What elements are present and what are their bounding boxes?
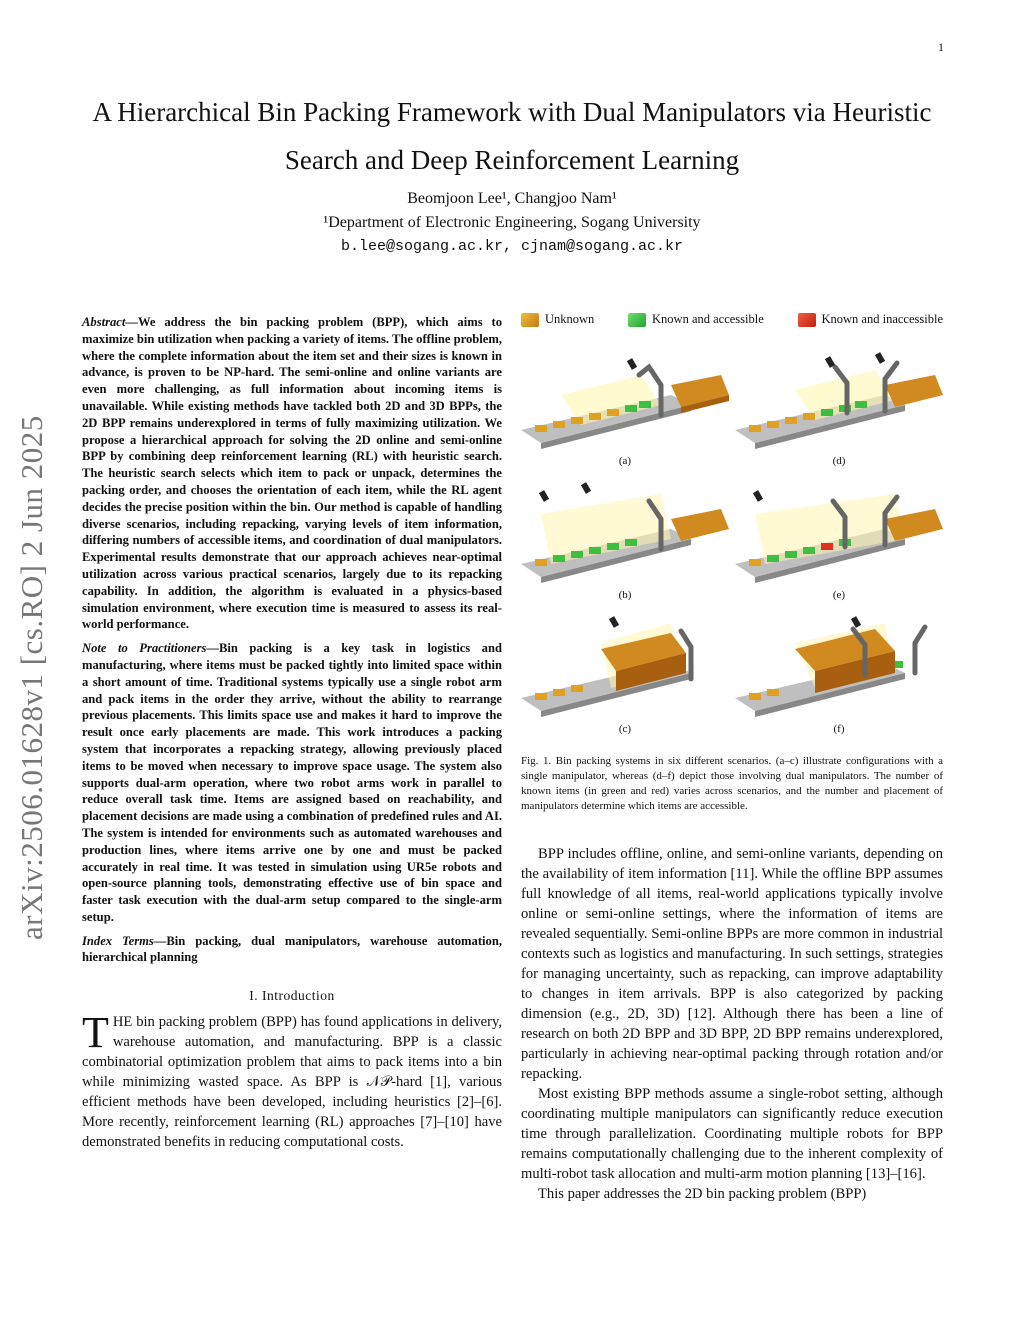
figure-panel-b (521, 469, 729, 601)
paragraph: This paper addresses the 2D bin packing problem (BPP) (538, 1186, 867, 1202)
legend-label: Known and inaccessible (821, 312, 943, 326)
abstract-text: We address the bin packing problem (BPP), which aims to maximize bin utilization when packing a variety of items. The offline problem, where the complete information about the item set and their sizes is known in advance, is proven to be NP-hard. The semi-online and online variants are even more challenging, as full information about incoming items is unavailable. While existing methods have tackled both 2D and 3D BPPs, the 2D BPP remains underexplored in terms of fully maximizing utilization. We propose a hierarchical approach for solving the 2D online and semi-online BPP by combining deep reinforcement learning (RL) with heuristic search. The heuristic search selects which item to pack or unpack, determines the packing order, and chooses the orientation of each item, while the RL agent decides the precise position within the bin. Our method is capable of handling diverse scenarios, including repacking, varying levels of item information, differing numbers of accessible items, and coordination of dual manipulators. Experimental results demonstrate that our approach achieves near-optimal utilization across various practical scenarios, largely due to its repacking capability. In addition, the algorithm is evaluated in a physics-based simulation environment, where execution time is measured to assess its real-world performance. (82, 315, 502, 632)
panel-label: (c) (618, 723, 632, 735)
legend-label: Known and accessible (652, 312, 764, 326)
abstract-label: Abstract— (82, 315, 138, 329)
figure-grid (521, 335, 943, 740)
scene-illustration (735, 335, 943, 453)
right-body-text (521, 844, 943, 1204)
intro-paragraph (82, 1008, 502, 1152)
paragraph: Most existing BPP methods assume a single-robot setting, although coordinating multiple manipulators can significantly reduce execution time through parallelization. Coordinating multiple robots for BPP remains computationally challenging due to the inherent complexity of multi-robot task allocation and multi-arm motion planning [13]–[16]. (521, 1086, 943, 1182)
figure-panel-e (735, 469, 943, 601)
scene-illustration (735, 469, 943, 587)
figure-panel-a (521, 335, 729, 467)
section-heading: I. Introduction (249, 988, 335, 1004)
arxiv-stamp: arXiv:2506.01628v1 [cs.RO] 2 Jun 2025 (14, 415, 49, 940)
page-number: 1 (938, 40, 944, 54)
figure-legend (521, 312, 943, 327)
panel-label: (b) (618, 589, 632, 601)
legend-item-unknown (521, 312, 594, 327)
cube-icon (798, 313, 816, 327)
note-label: Note to Practitioners— (82, 641, 220, 656)
legend-item-known-inaccessible (798, 312, 944, 327)
author-emails: b.lee@sogang.ac.kr, cjnam@sogang.ac.kr (340, 238, 684, 255)
panel-label: (a) (618, 455, 632, 467)
legend-item-known-accessible (628, 312, 764, 327)
dropcap: T (82, 1008, 109, 1058)
intro-first-word: HE (112, 1014, 133, 1031)
scene-illustration (521, 603, 729, 721)
note-text: Bin packing is a key task in logistics and manufacturing, where items must be packed tightly into limited space within a short amount of time. Traditional systems typically use a single robot arm and pack items in the order they arrive, without the ability to rearrange previous placements. This limits space use and makes it hard to improve the result once early placements are made. This work introduces a packing system that incorporates a repacking strategy, allowing previously placed items to be moved when necessary to improve space usage. The system also supports dual-arm operation, where two robot arms work in parallel to reduce overall task time. Items are assigned based on reachability, and placement decisions are made using a combination of predefined rules and AI. The system is intended for environments such as automated warehouses and production lines, where items arrive one by one and must be packed accurately in real time. It was tested in simulation using UR5e robots and open-source planning tools, demonstrating effective use of bin space and faster task execution with the dual-arm setup compared to the single-arm setup. (82, 641, 502, 924)
figure-panel-f (735, 603, 943, 735)
note-to-practitioners (82, 640, 502, 926)
paper-title: A Hierarchical Bin Packing Framework with Dual Manipulators via Heuristic Search and Deep Reinforcement Learning (92, 97, 932, 175)
figure-caption: Fig. 1. Bin packing systems in six different scenarios. (a–c) illustrate configurations with a single manipulator, whereas (d–f) depict those involving dual manipulators. The number of known items (in green and red) varies across scenarios, and the number and placement of manipulators determine which items are accessible. (521, 755, 943, 812)
authors: Beomjoon Lee¹, Changjoo Nam¹ (407, 190, 617, 207)
intro-text: bin packing problem (BPP) has found applications in delivery, warehouse automation, and manufacturing. BPP is a classic combinatorial optimization problem that aims to pack items into a bin while minimizing wasted space. As BPP is 𝒩𝒫-hard [1], various efficient methods have been developed, including heuristics [2]–[6]. More recently, reinforcement learning (RL) approaches [7]–[10] have demonstrated benefits in reducing computational costs. (82, 1014, 502, 1151)
cube-icon (628, 313, 646, 327)
panel-label: (e) (832, 589, 846, 601)
index-terms-label: Index Terms— (82, 933, 167, 948)
index-terms-text: Bin packing, dual manipulators, warehouse automation, hierarchical planning (82, 933, 502, 965)
cube-icon (521, 313, 539, 327)
abstract (82, 314, 502, 633)
panel-label: (f) (833, 723, 845, 735)
figure-panel-c (521, 603, 729, 735)
scene-illustration (735, 603, 943, 721)
legend-label: Unknown (545, 312, 595, 326)
right-column (521, 312, 943, 1204)
scene-illustration (521, 335, 729, 453)
paragraph: BPP includes offline, online, and semi-online variants, depending on the availability of item information [11]. While the offline BPP assumes full knowledge of all items, real-world applications typically involve online or semi-online settings, where the information of items are revealed sequentially. Semi-online BPPs are more common in industrial contexts such as logistics and manufacturing. In such settings, strategies for managing uncertainty, such as repacking, can improve adaptability to changes in item arrivals. BPP is also categorized by packing dimension (e.g., 2D, 3D) [12]. Although there has been a line of research on both 2D BPP and 3D BPP, 2D BPP remains underexplored, particularly in achieving near-optimal packing through rotation and/or repacking. (521, 846, 943, 1082)
panel-label: (d) (832, 455, 846, 467)
affiliation: ¹Department of Electronic Engineering, Sogang University (323, 214, 701, 231)
left-column (82, 314, 502, 1152)
scene-illustration (521, 469, 729, 587)
index-terms (82, 933, 502, 967)
figure-panel-d (735, 335, 943, 467)
